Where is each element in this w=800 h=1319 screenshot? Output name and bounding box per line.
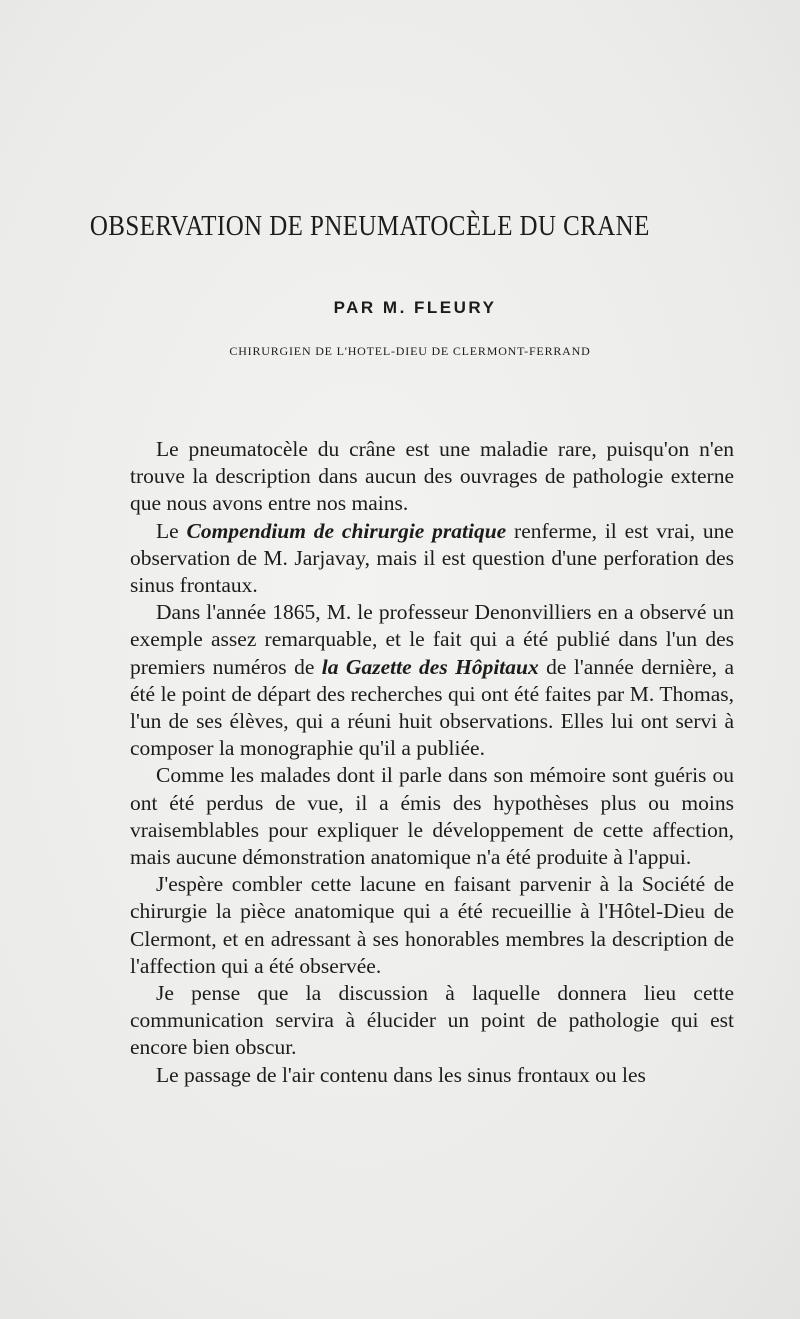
- paragraph-2-text-before: Le: [156, 518, 187, 543]
- paragraph-1-text: Le pneumatocèle du crâne est une maladie rare, puisqu'on n'en trouve la description dans aucun des ouvrages de pathologie externe que nous avons entre nos mains.: [130, 437, 734, 516]
- paragraph-7-text: Le passage de l'air contenu dans les sinus frontaux ou les: [156, 1062, 646, 1087]
- paragraph-2: [130, 518, 734, 600]
- paragraph-2-text-after: renferme, il est vrai, une observation de M. Jarjavay, mais il est question d'une perforation des sinus frontaux.: [130, 518, 734, 598]
- compendium-title: Compendium de chirurgie pratique: [186, 518, 507, 543]
- paragraph-3: [130, 599, 734, 762]
- paragraph-1: [130, 436, 734, 518]
- paragraph-6-text: Je pense que la discussion à laquelle donnera lieu cette communication servira à élucider un point de pathologie qui est encore bien obscur.: [130, 981, 734, 1060]
- article-author: PAR M. FLEURY: [333, 298, 497, 317]
- author-affiliation: CHIRURGIEN DE L'HOTEL-DIEU DE CLERMONT-FERRAND: [229, 344, 591, 358]
- gazette-title: la Gazette des Hôpitaux: [321, 654, 539, 679]
- paragraph-7: [130, 1062, 734, 1089]
- paragraph-5-text: J'espère combler cette lacune en faisant parvenir à la Société de chirurgie la pièce anatomique qui a été recueillie à l'Hôtel-Dieu de Clermont, et en adressant à ses honorables membres la description de l'affection qui a été observée.: [130, 872, 734, 978]
- article-body: [130, 436, 734, 1089]
- paragraph-4-text: Comme les malades dont il parle dans son mémoire sont guéris ou ont été perdus de vue, il a émis des hypothèses plus ou moins vraisemblables pour expliquer le développement de cette affection, mais aucune démonstration anatomique n'a été produite à l'appui.: [130, 763, 734, 870]
- paragraph-5: [130, 871, 734, 980]
- paragraph-3-text-after: de l'année dernière, a été le point de départ des recherches qui ont été faites par M. Thomas, l'un de ses élèves, qui a réuni huit observations. Elles lui ont servi à composer la monographie qu'il a publiée.: [130, 654, 734, 761]
- paragraph-3-text-before: Dans l'année 1865, M. le professeur Denonvilliers en a observé un exemple assez remarquable, et le fait qui a été publié dans l'un des premiers numéros de: [130, 600, 734, 679]
- paragraph-6: [130, 980, 734, 1062]
- paragraph-4: [130, 762, 734, 871]
- article-title: OBSERVATION DE PNEUMATOCÈLE DU CRANE: [89, 210, 650, 242]
